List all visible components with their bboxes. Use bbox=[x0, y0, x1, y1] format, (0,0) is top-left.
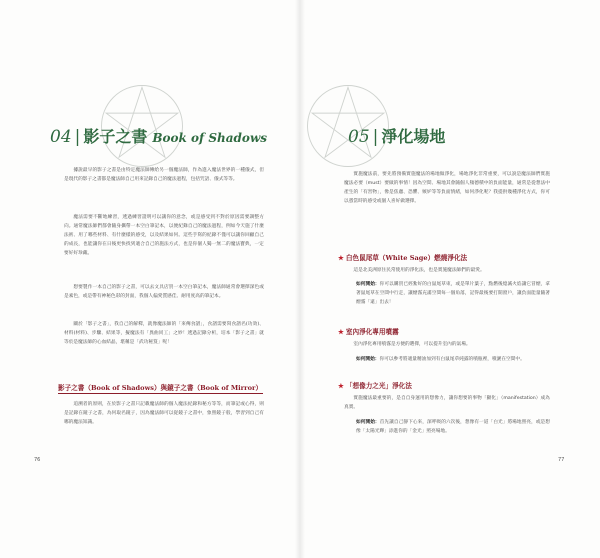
how-to-text: 首先讓自己靜下心來，深呼吸的六次後，想像有一道「白光」將場地照亮，或是想像「太陽光輝」添進你的「金光」照亮場地。 bbox=[356, 420, 550, 434]
body-paragraph: 想要製作一本自己的影子之書，可以去文具店買一本空白筆記本，魔法師通常會選擇深色或是素色，或是帶有神秘色彩的封面，我個人偏愛質感佳、耐用度高的筆記本。 bbox=[64, 285, 264, 299]
star-icon: ★ bbox=[338, 328, 344, 336]
how-to-text: 你可以購買已經紮好的白鼠尾草束，或是單片葉子，點燃後熄滅火焰讓它冒煙，拿著鼠尾草在空間中行走，讓煙霧充滿空間每一個角落，記得最後要打開窗戶，讓負面能量隨著煙霧「遠」出去！ bbox=[356, 282, 550, 305]
section-heading-text: 影子之書（Book of Shadows）與鏡子之書（Book of Mirror） bbox=[58, 384, 263, 392]
body-paragraph: 追溯者的原則，在於影子之書只記載魔法師的個人魔法紀錄和秘方等等，而筆記或心得，則是記錄在鏡子之書，為何取名鏡子，因為魔法師可以從鏡子之書中，象照鏡子般，學習到自己有哪的魔法知識。 bbox=[64, 402, 264, 425]
body-paragraph: 關於「影子之書」，我自己的解釋，就像魔法師的「來傳食譜」，食譜需要寫食譜名(功效)、材料(材料)、步驟、結果等，擬魔法有「異曲同工」之妙！透過記錄分析，培本「影子之書」就等於是魔法師的心血結晶，堪稱是「武功秘笈」呢！ bbox=[64, 322, 264, 345]
how-to-label: 如何開始： bbox=[356, 357, 380, 362]
section-heading bbox=[58, 382, 262, 392]
right-page bbox=[300, 0, 600, 558]
section-description: 室內淨化專用噴霧是方便的選擇，可以提升室內的氣場。 bbox=[353, 342, 471, 347]
section-underline bbox=[58, 393, 263, 394]
book-gutter bbox=[295, 0, 305, 558]
how-to-paragraph bbox=[356, 355, 550, 364]
page-number: 77 bbox=[558, 457, 565, 463]
how-to-text: 你可以參考將適量精油加到有白鼠尾草純露的噴瓶裡，噴灑在空間中。 bbox=[379, 357, 525, 362]
body-paragraph: 據說最早的影子之書是由特定魔法師傳給另一個魔法師，作為進入魔法世界的一種儀式，但是現代的影子之書都是魔法師自己用來記錄自己的魔法過程，包括咒語、儀式等等。 bbox=[64, 168, 264, 182]
chapter-heading bbox=[50, 124, 267, 147]
chapter-title: 影子之書 bbox=[83, 127, 148, 146]
chapter-title-english: Book of Shadows bbox=[152, 131, 268, 145]
chapter-number: 04 bbox=[50, 127, 72, 147]
chapter-number: 05 bbox=[348, 127, 370, 147]
section-heading: ★ 白色鼠尾草（White Sage）燃燒淨化法 bbox=[338, 254, 468, 262]
how-to-paragraph bbox=[356, 280, 550, 307]
chapter-title: 淨化場地 bbox=[381, 127, 446, 146]
section-description: 這是北美洲原住民常使用的淨化法，也是實施魔法師們的最愛。 bbox=[353, 268, 485, 273]
star-icon: ★ bbox=[338, 382, 344, 390]
chapter-heading bbox=[348, 124, 445, 147]
chapter-divider: | bbox=[372, 127, 379, 147]
how-to-paragraph bbox=[356, 418, 550, 436]
section-description: 實施魔法最重要的，是自自身運用的想像力，讓你想要的事物「顯化」（manifestation）成為真實。 bbox=[344, 396, 550, 410]
section-heading: ★ 室內淨化專用噴霧 bbox=[338, 328, 399, 336]
chapter-divider: | bbox=[74, 127, 81, 147]
section-heading: ★ 「想像力之光」淨化法 bbox=[338, 382, 412, 390]
how-to-label: 如何開始： bbox=[356, 420, 380, 425]
how-to-label: 如何開始： bbox=[356, 282, 380, 287]
body-paragraph: 魔法需要不斷地練習，透過練習證明可以讓你的意念，或是感受到不對於原因需要調整方向。通常魔法師們都會隨身攜帶一本空白筆記本，以便紀錄自己的魔法過程，例如今天施了什麼法術、用了哪些材料、有什麼樣的感受，以及結果如何。這些手寫的紀錄不僅可以讓你回顧自己的成長，也能讓你在日後更快找到適合自己的施法方式，也是你個人獨一無二的魔法寶典，一定要好好珍藏。 bbox=[64, 215, 264, 256]
intro-paragraph: 實施魔法前，要先將預備實施魔法的場地做淨化，場地淨化非常重要，可以說是魔法師們實施魔法必要（must）要做的事情！因為空間、場地其會隨個人頻德積中的負面能量，通常是從想法中產生的「有害物」，像是焦慮、恐懼、嫉妒等等負面情緒，如何淨化呢？我提供幾種淨化方式，你可以憑當時的感受或個人喜好做選擇。 bbox=[344, 172, 550, 204]
star-icon: ★ bbox=[338, 254, 344, 262]
page-number: 76 bbox=[34, 457, 41, 463]
